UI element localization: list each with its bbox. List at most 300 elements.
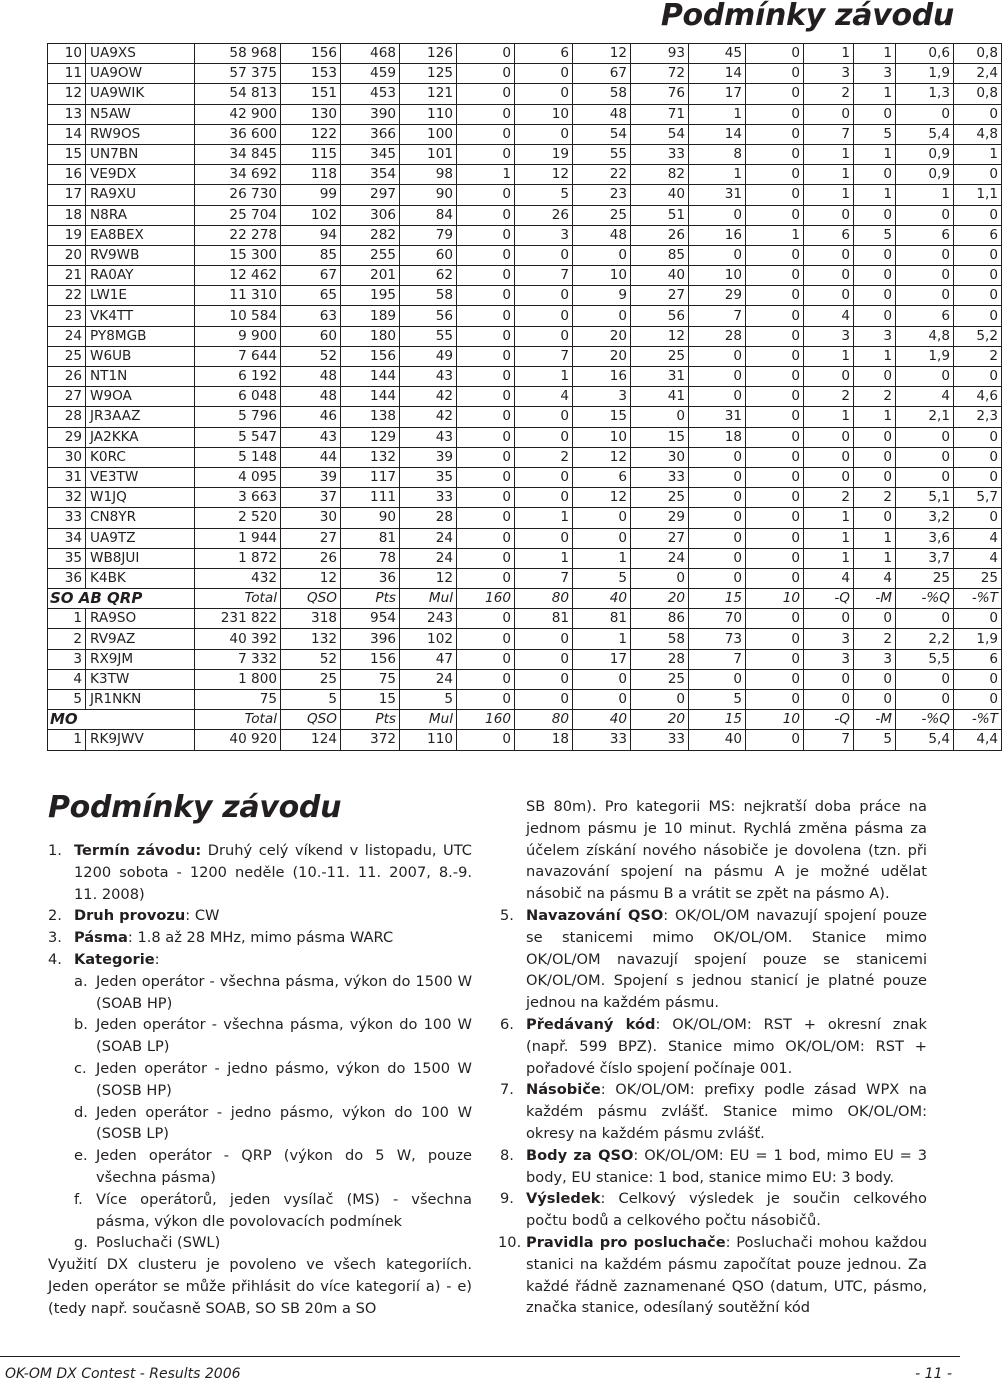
table-cell: 0,6 — [896, 44, 954, 64]
table-cell: 1 872 — [195, 548, 281, 568]
table-cell: 0 — [746, 124, 804, 144]
table-cell: 94 — [281, 225, 341, 245]
table-cell: 56 — [400, 306, 457, 326]
table-cell: 0 — [689, 346, 746, 366]
table-cell: 15 — [573, 407, 631, 427]
table-cell: 0 — [457, 266, 515, 286]
table-cell: 39 — [400, 447, 457, 467]
table-cell: 0 — [573, 306, 631, 326]
table-cell: 58 968 — [195, 44, 281, 64]
table-cell: 2 — [804, 84, 854, 104]
table-cell: 5,5 — [896, 649, 954, 669]
table-cell: 20 — [573, 346, 631, 366]
table-cell: 2 — [954, 346, 1002, 366]
table-cell: 3,2 — [896, 508, 954, 528]
table-row — [48, 64, 1002, 84]
table-cell: 0 — [746, 104, 804, 124]
table-cell: 6 048 — [195, 387, 281, 407]
table-cell: 0 — [746, 467, 804, 487]
table-cell: 1 — [854, 407, 896, 427]
table-cell: 5 — [48, 690, 86, 710]
table-cell: 55 — [573, 144, 631, 164]
table-row — [48, 690, 1002, 710]
table-cell: VE9DX — [86, 165, 195, 185]
table-cell: 72 — [631, 64, 689, 84]
table-cell: 57 375 — [195, 64, 281, 84]
table-cell: RV9WB — [86, 245, 195, 265]
table-row — [48, 427, 1002, 447]
table-cell: 16 — [48, 165, 86, 185]
table-cell: 0 — [854, 367, 896, 387]
table-cell: 0 — [573, 669, 631, 689]
table-cell: 0 — [746, 286, 804, 306]
table-cell: 156 — [341, 346, 400, 366]
table-row — [48, 508, 1002, 528]
table-cell: 0 — [515, 306, 573, 326]
category-item: c. Jeden operátor - jedno pásmo, výkon do 1500 W (SOSB HP) — [74, 1059, 472, 1099]
table-cell: 40 — [631, 185, 689, 205]
table-cell: 0 — [954, 508, 1002, 528]
table-cell: 0 — [515, 326, 573, 346]
table-row — [48, 44, 1002, 64]
table-cell: 0 — [854, 245, 896, 265]
table-cell: 0 — [746, 488, 804, 508]
table-cell: 0 — [457, 104, 515, 124]
table-cell: 1 — [804, 346, 854, 366]
table-cell: 0 — [515, 690, 573, 710]
table-cell: 5,2 — [954, 326, 1002, 346]
table-cell: 2 — [854, 629, 896, 649]
column-header: -%T — [954, 710, 1002, 730]
table-cell: 17 — [573, 649, 631, 669]
table-row — [48, 649, 1002, 669]
table-cell: 0 — [457, 609, 515, 629]
table-cell: 6 — [896, 225, 954, 245]
table-cell: 2,3 — [954, 407, 1002, 427]
rule-9: 9. Výsledek: Celkový výsledek je součin celkového počtu bodů a celkového počtu násobičů. — [500, 1190, 927, 1230]
table-cell: 0 — [515, 427, 573, 447]
table-cell: 15 300 — [195, 245, 281, 265]
table-cell: 29 — [631, 508, 689, 528]
category-item: f. Více operátorů, jeden vysílač (MS) - všechna pásma, výkon dle povolovacích podmínek — [74, 1190, 472, 1230]
table-cell: 0 — [515, 467, 573, 487]
table-cell: 130 — [281, 104, 341, 124]
table-cell: 0 — [457, 548, 515, 568]
table-cell: 0 — [896, 205, 954, 225]
table-row — [48, 84, 1002, 104]
table-cell: 6 192 — [195, 367, 281, 387]
table-cell: 0 — [515, 488, 573, 508]
table-cell: 0 — [954, 367, 1002, 387]
table-cell: 0 — [746, 84, 804, 104]
table-cell: 101 — [400, 144, 457, 164]
table-cell: 14 — [689, 64, 746, 84]
table-cell: 0 — [746, 649, 804, 669]
table-cell: 0 — [896, 467, 954, 487]
table-cell: 195 — [341, 286, 400, 306]
column-header: 20 — [631, 710, 689, 730]
table-cell: 21 — [48, 266, 86, 286]
table-cell: 0 — [689, 548, 746, 568]
table-cell: 126 — [400, 44, 457, 64]
table-cell: 93 — [631, 44, 689, 64]
table-cell: 7 — [804, 124, 854, 144]
table-cell: 0 — [854, 266, 896, 286]
table-cell: 26 — [48, 367, 86, 387]
column-header: Pts — [341, 710, 400, 730]
table-cell: 0 — [746, 266, 804, 286]
table-cell: UA9WIK — [86, 84, 195, 104]
table-cell: 18 — [48, 205, 86, 225]
table-cell: 4 — [48, 669, 86, 689]
table-cell: 67 — [573, 64, 631, 84]
table-cell: 22 — [573, 165, 631, 185]
table-cell: 29 — [689, 286, 746, 306]
table-cell: 0 — [954, 427, 1002, 447]
table-cell: 11 310 — [195, 286, 281, 306]
table-cell: 453 — [341, 84, 400, 104]
column-header: QSO — [281, 710, 341, 730]
table-cell: 1 — [746, 225, 804, 245]
table-cell: 118 — [281, 165, 341, 185]
table-cell: 5 — [854, 225, 896, 245]
table-cell: 28 — [400, 508, 457, 528]
table-cell: 25 — [48, 346, 86, 366]
table-cell: 3 — [515, 225, 573, 245]
table-cell: 22 278 — [195, 225, 281, 245]
table-cell: 82 — [631, 165, 689, 185]
column-header: 80 — [515, 589, 573, 609]
table-cell: 35 — [48, 548, 86, 568]
table-cell: 30 — [48, 447, 86, 467]
table-cell: 7 — [804, 730, 854, 750]
table-cell: 0 — [746, 690, 804, 710]
table-cell: 4,8 — [896, 326, 954, 346]
table-cell: 84 — [400, 205, 457, 225]
table-cell: 0 — [457, 367, 515, 387]
table-row — [48, 407, 1002, 427]
table-cell: N5AW — [86, 104, 195, 124]
table-cell: 1 — [573, 548, 631, 568]
table-cell: 43 — [400, 427, 457, 447]
table-cell: 0 — [804, 104, 854, 124]
table-cell: 0 — [515, 669, 573, 689]
table-cell: 0 — [854, 427, 896, 447]
category-mo — [48, 710, 1002, 730]
table-cell: JA2KKA — [86, 427, 195, 447]
table-cell: 0 — [854, 205, 896, 225]
table-cell: 7 — [689, 306, 746, 326]
table-cell: 0,9 — [896, 144, 954, 164]
table-cell: 0 — [854, 306, 896, 326]
table-row — [48, 104, 1002, 124]
column-header: Pts — [341, 589, 400, 609]
table-cell: 32 — [48, 488, 86, 508]
table-cell: 5 — [573, 568, 631, 588]
table-cell: 1,9 — [896, 346, 954, 366]
rule-5: 5. Navazování QSO: OK/OL/OM navazují spojení pouze se stanicemi mimo OK/OL/OM. Stanice mimo OK/OL/OM navazují spojení pouze se stanicemi OK/OL/OM. Spojení s jednou stanicí je platné pouze jednou na každém pásmu. — [500, 906, 927, 1012]
table-cell: 0 — [515, 629, 573, 649]
table-cell: 0 — [746, 165, 804, 185]
column-header: Total — [195, 589, 281, 609]
table-row — [48, 306, 1002, 326]
table-cell: RA9SO — [86, 609, 195, 629]
table-cell: 0 — [804, 245, 854, 265]
table-cell: 1 — [954, 144, 1002, 164]
table-cell: 58 — [573, 84, 631, 104]
table-cell: 49 — [400, 346, 457, 366]
table-cell: 36 600 — [195, 124, 281, 144]
table-cell: 1 — [804, 44, 854, 64]
table-cell: 12 462 — [195, 266, 281, 286]
table-cell: 71 — [631, 104, 689, 124]
table-cell: 19 — [515, 144, 573, 164]
table-cell: K4BK — [86, 568, 195, 588]
table-cell: 34 845 — [195, 144, 281, 164]
table-cell: 0 — [457, 124, 515, 144]
table-cell: 65 — [281, 286, 341, 306]
category-item: d. Jeden operátor - jedno pásmo, výkon do 100 W (SOSB LP) — [74, 1103, 472, 1143]
table-cell: 75 — [195, 690, 281, 710]
table-cell: 110 — [400, 104, 457, 124]
table-cell: 12 — [281, 568, 341, 588]
table-cell: 0 — [515, 649, 573, 669]
table-cell: 45 — [689, 44, 746, 64]
category-soab-qrp — [48, 589, 1002, 609]
footer-publication: OK-OM DX Contest - Results 2006 — [5, 1366, 241, 1382]
table-row — [48, 124, 1002, 144]
table-cell: 0 — [746, 427, 804, 447]
table-cell: 27 — [631, 286, 689, 306]
table-cell: 0 — [954, 467, 1002, 487]
table-cell: 0 — [746, 548, 804, 568]
table-row — [48, 245, 1002, 265]
table-cell: 138 — [341, 407, 400, 427]
table-cell: 0 — [457, 407, 515, 427]
column-header: 15 — [689, 710, 746, 730]
page-title: Podmínky závodu — [660, 0, 954, 33]
table-row — [48, 609, 1002, 629]
table-cell: 0 — [896, 367, 954, 387]
table-cell: 0 — [746, 568, 804, 588]
table-cell: 0 — [457, 144, 515, 164]
table-cell: 0 — [457, 568, 515, 588]
table-cell: 1 — [515, 548, 573, 568]
table-cell: 0 — [954, 245, 1002, 265]
table-cell: 4 — [804, 568, 854, 588]
results-soab-qrp — [48, 609, 1002, 710]
table-cell: 25 — [896, 568, 954, 588]
table-cell: 40 — [689, 730, 746, 750]
table-cell: 1 — [457, 165, 515, 185]
table-cell: RA9XU — [86, 185, 195, 205]
table-cell: 2 — [854, 387, 896, 407]
table-cell: 6 — [515, 44, 573, 64]
table-row — [48, 730, 1002, 750]
table-cell: 432 — [195, 568, 281, 588]
table-cell: 0 — [631, 568, 689, 588]
table-cell: 255 — [341, 245, 400, 265]
table-cell: 318 — [281, 609, 341, 629]
table-cell: 31 — [689, 407, 746, 427]
table-cell: 2 520 — [195, 508, 281, 528]
table-cell: W6UB — [86, 346, 195, 366]
table-cell: EA8BEX — [86, 225, 195, 245]
table-cell: 1 — [854, 528, 896, 548]
table-row — [48, 447, 1002, 467]
table-cell: 0 — [896, 266, 954, 286]
table-cell: 79 — [400, 225, 457, 245]
table-cell: 345 — [341, 144, 400, 164]
table-cell: 0 — [457, 387, 515, 407]
table-cell: 4 095 — [195, 467, 281, 487]
table-cell: 306 — [341, 205, 400, 225]
table-cell: 0 — [746, 669, 804, 689]
table-cell: RW9OS — [86, 124, 195, 144]
table-cell: 0 — [954, 690, 1002, 710]
category-list — [48, 971, 472, 1254]
table-cell: 0 — [746, 387, 804, 407]
table-cell: 20 — [573, 326, 631, 346]
category-name: MO — [48, 710, 195, 730]
table-cell: WB8JUI — [86, 548, 195, 568]
table-cell: 1 944 — [195, 528, 281, 548]
table-cell: 12 — [573, 447, 631, 467]
table-cell: 9 — [573, 286, 631, 306]
table-row — [48, 144, 1002, 164]
table-cell: 28 — [631, 649, 689, 669]
table-cell: 0 — [689, 568, 746, 588]
table-cell: 111 — [341, 488, 400, 508]
table-cell: 0 — [746, 407, 804, 427]
table-cell: 23 — [48, 306, 86, 326]
column-header: 20 — [631, 589, 689, 609]
table-cell: 75 — [341, 669, 400, 689]
rule-7: 7. Násobiče: OK/OL/OM: prefixy podle zásad WPX na každém pásmu zvlášť. Stanice mimo OK/OL/OM: okresy na každém pásmu zvlášť. — [500, 1081, 927, 1142]
table-cell: 0 — [804, 205, 854, 225]
table-cell: 1 — [573, 629, 631, 649]
column-header: Mul — [400, 710, 457, 730]
table-cell: 25 704 — [195, 205, 281, 225]
table-cell: 102 — [400, 629, 457, 649]
table-cell: 4,6 — [954, 387, 1002, 407]
table-cell: 0 — [746, 447, 804, 467]
table-cell: 0 — [804, 690, 854, 710]
table-cell: 15 — [341, 690, 400, 710]
column-header: -Q — [804, 589, 854, 609]
table-cell: 0 — [954, 266, 1002, 286]
table-cell: 0 — [746, 44, 804, 64]
table-cell: 2 — [804, 488, 854, 508]
table-row — [48, 467, 1002, 487]
table-cell: 98 — [400, 165, 457, 185]
table-cell: 52 — [281, 649, 341, 669]
table-cell: 33 — [631, 730, 689, 750]
table-cell: 24 — [400, 669, 457, 689]
table-cell: UA9OW — [86, 64, 195, 84]
table-cell: 0 — [457, 64, 515, 84]
table-cell: 354 — [341, 165, 400, 185]
table-cell: 1 — [854, 44, 896, 64]
table-cell: 3 — [854, 649, 896, 669]
table-cell: 28 — [48, 407, 86, 427]
results-mo — [48, 730, 1002, 750]
category-header-row — [48, 710, 1002, 730]
table-cell: 7 332 — [195, 649, 281, 669]
table-cell: 0 — [804, 427, 854, 447]
table-cell: 459 — [341, 64, 400, 84]
table-cell: 2,4 — [954, 64, 1002, 84]
table-cell: 4 — [515, 387, 573, 407]
table-cell: 5,7 — [954, 488, 1002, 508]
table-cell: 25 — [573, 205, 631, 225]
table-cell: 30 — [631, 447, 689, 467]
table-cell: 12 — [573, 488, 631, 508]
table-cell: 0 — [515, 84, 573, 104]
table-cell: 0 — [804, 266, 854, 286]
table-cell: 6 — [954, 649, 1002, 669]
column-header: 10 — [746, 710, 804, 730]
table-cell: K0RC — [86, 447, 195, 467]
rule-3: 3. Pásma: 1.8 až 28 MHz, mimo pásma WARC — [48, 929, 394, 947]
table-cell: 129 — [341, 427, 400, 447]
table-cell: 0 — [689, 508, 746, 528]
table-cell: 24 — [48, 326, 86, 346]
table-cell: 10 — [515, 104, 573, 124]
category-item: b. Jeden operátor - všechna pásma, výkon do 100 W (SOAB LP) — [74, 1016, 472, 1056]
table-cell: 54 — [631, 124, 689, 144]
table-cell: 0 — [689, 669, 746, 689]
table-cell: 3 663 — [195, 488, 281, 508]
table-cell: W1JQ — [86, 488, 195, 508]
table-cell: 4 — [804, 306, 854, 326]
table-cell: 36 — [48, 568, 86, 588]
rule-10: 10. Pravidla pro posluchače: Posluchači mohou každou stanici na každém pásmu započítat pouze jednou. Za každé řádně zaznamenané QSO (datum, UTC, pásmo, značka stanice, odesílaný soutěžní kód — [498, 1233, 928, 1317]
table-cell: VE3TW — [86, 467, 195, 487]
table-cell: 0 — [457, 84, 515, 104]
table-cell: 0 — [515, 245, 573, 265]
category-item: g. Posluchači (SWL) — [74, 1234, 221, 1252]
column-header: 80 — [515, 710, 573, 730]
table-cell: 90 — [341, 508, 400, 528]
table-cell: VK4TT — [86, 306, 195, 326]
table-cell: 44 — [281, 447, 341, 467]
table-cell: 1 — [689, 104, 746, 124]
table-cell: 10 — [689, 266, 746, 286]
table-cell: 1,9 — [954, 629, 1002, 649]
table-cell: 47 — [400, 649, 457, 669]
table-cell: 102 — [281, 205, 341, 225]
column-header: -M — [854, 710, 896, 730]
table-cell: 0 — [854, 165, 896, 185]
table-cell: 81 — [341, 528, 400, 548]
table-cell: 0 — [457, 205, 515, 225]
table-cell: 5 547 — [195, 427, 281, 447]
table-cell: 17 — [689, 84, 746, 104]
table-cell: 0 — [515, 64, 573, 84]
table-cell: 6 — [804, 225, 854, 245]
table-cell: 12 — [573, 44, 631, 64]
table-cell: 2,1 — [896, 407, 954, 427]
table-cell: 180 — [341, 326, 400, 346]
table-cell: 4 — [954, 548, 1002, 568]
table-cell: 0 — [854, 508, 896, 528]
table-cell: 27 — [48, 387, 86, 407]
table-cell: 3 — [573, 387, 631, 407]
table-cell: 54 — [573, 124, 631, 144]
table-cell: 1 — [854, 185, 896, 205]
table-cell: 0 — [804, 467, 854, 487]
